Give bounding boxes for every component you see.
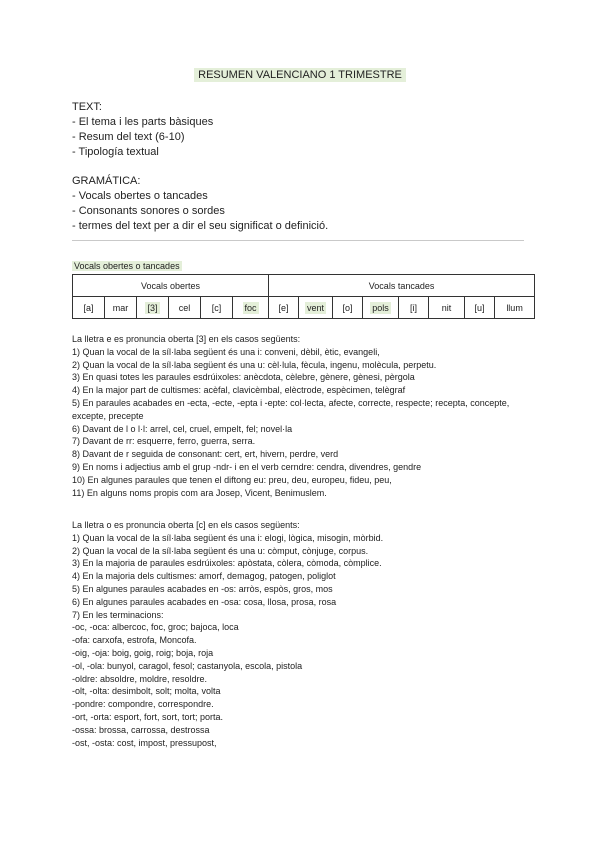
rule-item: 11) En alguns noms propis com ara Josep, Vicent, Benimuslem. <box>72 487 327 498</box>
divider <box>72 240 524 241</box>
rule-item: 1) Quan la vocal de la síl·laba següent és una i: conveni, dèbil, ètic, evangeli, <box>72 346 380 357</box>
open-vowels-header: Vocals obertes <box>73 275 269 297</box>
rule-item: -olt, -olta: desimbolt, solt; molta, volta <box>72 686 221 697</box>
grammar-heading: GRAMÁTICA: <box>72 175 141 187</box>
rule-item: -oig, -oja: boig, goig, roig; boja, roja <box>72 647 214 658</box>
table-cell: cel <box>169 297 201 319</box>
closed-vowels-header: Vocals tancades <box>269 275 535 297</box>
table-cell: foc <box>233 297 269 319</box>
rule-item: 7) Davant de rr: esquerre, ferro, guerra, serra. <box>72 436 256 447</box>
table-cell: [u] <box>465 297 495 319</box>
vowels-table <box>72 274 535 319</box>
rule-item: -pondre: compondre, correspondre. <box>72 699 214 710</box>
rule-item: -ol, -ola: bunyol, caragol, fesol; castanyola, escola, pistola <box>72 660 303 671</box>
e-rules-intro: La lletra e es pronuncia oberta [3] en els casos següents: <box>72 334 301 344</box>
rule-item: -ort, -orta: esport, fort, sort, tort; porta. <box>72 711 224 722</box>
table-cell: [3] <box>137 297 169 319</box>
list-item: - Tipología textual <box>72 146 159 158</box>
rule-item: -ost, -osta: cost, impost, pressupost, <box>72 737 217 748</box>
table-cell: [c] <box>201 297 233 319</box>
grammar-section <box>72 174 328 234</box>
rule-item: 3) En la majoria de paraules esdrúixoles: apòstata, còlera, còmoda, còmplice. <box>72 558 382 569</box>
document-title: RESUMEN VALENCIANO 1 TRIMESTRE <box>0 69 600 81</box>
table-cell: [o] <box>333 297 363 319</box>
e-rules <box>72 333 532 499</box>
rule-item: 7) En les terminacions: <box>72 609 164 620</box>
text-section <box>72 100 213 160</box>
list-item: - Resum del text (6-10) <box>72 131 185 143</box>
table-cell: [i] <box>399 297 429 319</box>
o-rules-intro: La lletra o es pronuncia oberta [c] en els casos següents: <box>72 520 300 530</box>
o-rules <box>72 519 532 749</box>
table-cell: [a] <box>73 297 105 319</box>
rule-item: 5) En algunes paraules acabades en -os: arròs, espòs, gros, mos <box>72 583 333 594</box>
rule-item: -ossa: brossa, carrossa, destrossa <box>72 724 210 735</box>
list-item: - Consonants sonores o sordes <box>72 205 225 217</box>
rule-item: 1) Quan la vocal de la síl·laba següent és una i: elogi, lògica, misogin, mòrbid. <box>72 532 384 543</box>
rule-item: 4) En la major part de cultismes: acèfal, clavicèmbal, elèctrode, espècimen, telègraf <box>72 385 406 396</box>
rule-item: 9) En noms i adjectius amb el grup -ndr- i en el verb cerndre: cendra, divendres, gendre <box>72 461 422 472</box>
text-heading: TEXT: <box>72 101 102 113</box>
table-title: Vocals obertes o tancades <box>74 261 180 271</box>
rule-item: 2) Quan la vocal de la síl·laba següent és una u: cèl·lula, fècula, ingenu, molècula, perpetu. <box>72 359 437 370</box>
rule-item: 3) En quasi totes les paraules esdrúixoles: anècdota, cèlebre, gènere, gènesi, pèrgola <box>72 372 415 383</box>
rule-item: 2) Quan la vocal de la síl·laba següent és una u: còmput, cònjuge, corpus. <box>72 545 369 556</box>
table-cell: llum <box>495 297 535 319</box>
list-item: - El tema i les parts bàsiques <box>72 116 214 128</box>
rule-item: 5) En paraules acabades en -ecta, -ecte, -epta i -epte: col·lecta, afecte, correcte, respecte; recepta, concepte, excepte, precepte <box>72 397 510 421</box>
list-item: - termes del text per a dir el seu significat o definició. <box>72 220 329 232</box>
rule-item: -ofa: carxofa, estrofa, Moncofa. <box>72 635 197 646</box>
table-cell: mar <box>105 297 137 319</box>
table-cell: nit <box>429 297 465 319</box>
rule-item: 6) En algunes paraules acabades en -osa: cosa, llosa, prosa, rosa <box>72 596 337 607</box>
table-cell: pols <box>363 297 399 319</box>
rule-item: -oc, -oca: albercoc, foc, groc; bajoca, loca <box>72 622 239 633</box>
rule-item: 8) Davant de r seguida de consonant: cert, ert, hivern, perdre, verd <box>72 449 339 460</box>
rule-item: 4) En la majoria dels cultismes: amorf, demagog, patogen, poliglot <box>72 571 336 582</box>
table-cell: [e] <box>269 297 299 319</box>
rule-item: 6) Davant de l o l·l: arrel, cel, cruel, empelt, fel; novel·la <box>72 423 293 434</box>
list-item: - Vocals obertes o tancades <box>72 190 208 202</box>
rule-item: 10) En algunes paraules que tenen el diftong eu: preu, deu, europeu, fideu, peu, <box>72 474 392 485</box>
rule-item: -oldre: absoldre, moldre, resoldre. <box>72 673 208 684</box>
table-cell: vent <box>299 297 333 319</box>
